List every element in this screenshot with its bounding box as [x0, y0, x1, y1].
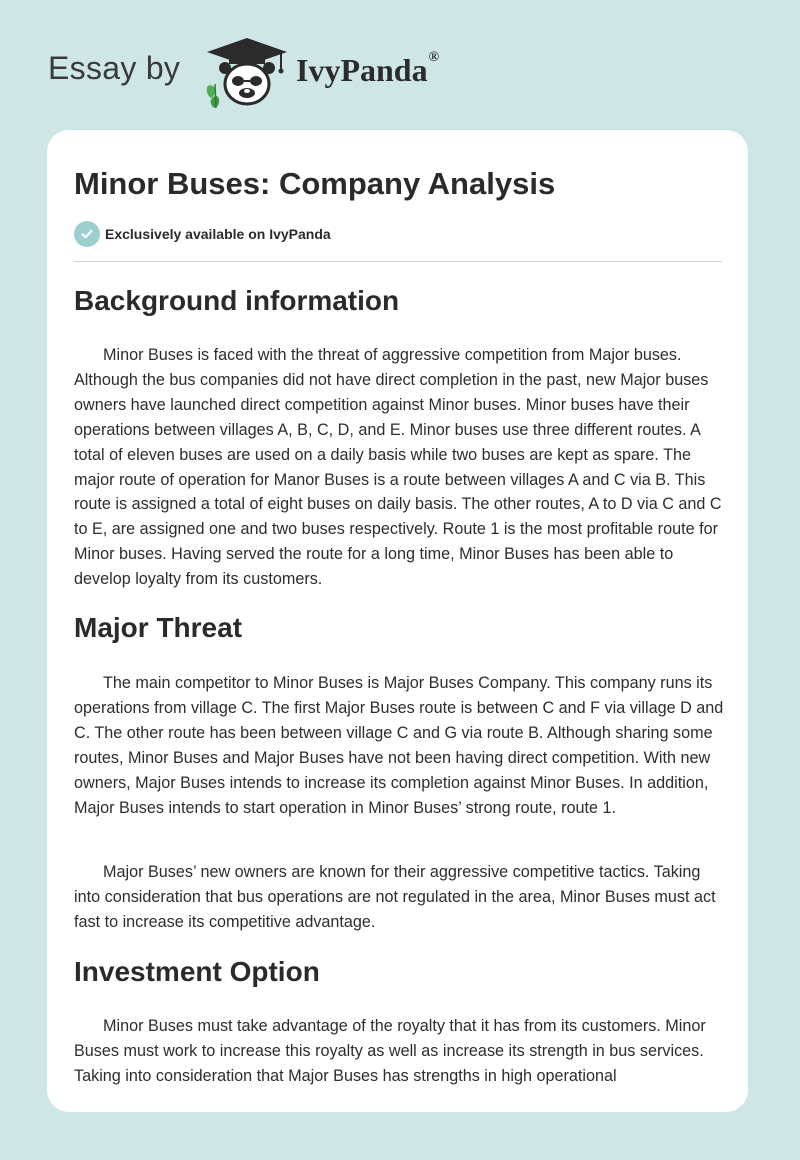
- divider: [74, 261, 722, 262]
- brand-name[interactable]: IvyPanda®: [296, 50, 440, 88]
- badge-label: Exclusively available on IvyPanda: [105, 226, 331, 242]
- paragraph: The main competitor to Minor Buses is Major Buses Company. This company runs its operations from village C. The first Major Buses route is between C and F via village D and C. The other route has been between village C and G via route B. Although sharing some routes, Minor Buses and Major Buses have not been having direct competition. With new owners, Major Buses intends to increase its completion against Minor Buses. In addition, Major Buses intends to start operation in Minor Buses’ strong route, route 1.: [74, 674, 724, 817]
- section-heading: Major Threat: [74, 612, 243, 643]
- section-heading: Investment Option: [74, 956, 320, 987]
- check-icon: [74, 221, 100, 247]
- site-header: [0, 0, 800, 130]
- paragraph: Minor Buses is faced with the threat of aggressive competition from Major buses. Although the bus companies did not have direct completion in the past, new Major buses owners have launched direct competition against Minor buses. Minor buses have their operations between villages A, B, C, D, and E. Minor buses use three different routes. A total of eleven buses are used on a daily basis while two buses are kept as spare. The major route of operation for Manor Buses is a route between villages A and C via B. This route is assigned a total of eight buses on daily basis. The other routes, A to D via C and C to E, are assigned one and two buses respectively. Route 1 is the most profitable route for Minor buses. Having served the route for a long time, Minor Buses has been able to develop loyalty from its customers.: [74, 346, 722, 589]
- page-title: Minor Buses: Company Analysis: [74, 166, 556, 201]
- paragraph: Major Buses’ new owners are known for their aggressive competitive tactics. Taking into consideration that bus operations are not regulated in the area, Minor Buses must act fast to increase its competitive advantage.: [74, 863, 716, 931]
- exclusive-badge: [74, 221, 331, 247]
- essay-by-label: Essay by: [48, 50, 181, 86]
- panda-logo-icon[interactable]: [203, 36, 291, 108]
- article-card: [47, 130, 748, 1112]
- section-heading: Background information: [74, 285, 400, 316]
- paragraph: Minor Buses must take advantage of the royalty that it has from its customers. Minor Buses must work to increase this royalty as well as increase its strength in bus services. Taking into consideration that Major Buses has strengths in high operational: [74, 1017, 706, 1085]
- ivy-leaf-icon: [207, 84, 219, 108]
